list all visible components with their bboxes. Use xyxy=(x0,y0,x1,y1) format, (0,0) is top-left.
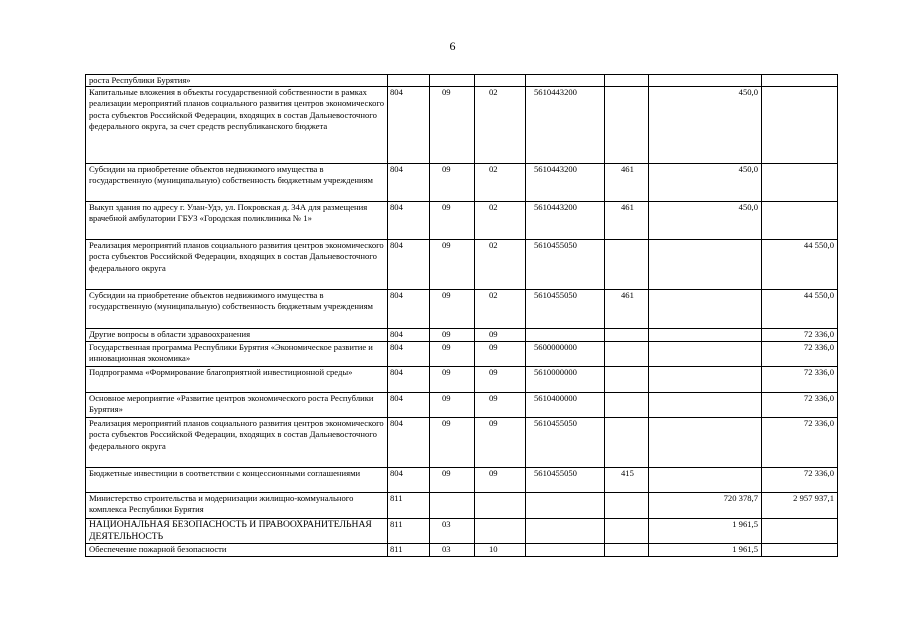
ministry-code-cell: 804 xyxy=(388,164,430,202)
row-name-cell: Основное мероприятие «Развитие центров экономического роста Республики Бурятия» xyxy=(86,393,388,418)
expense-kind-cell xyxy=(605,87,649,164)
subsection-code-cell: 09 xyxy=(475,367,526,393)
table-row xyxy=(86,342,838,367)
target-article-cell: 5600000000 xyxy=(526,342,605,367)
ministry-code-cell: 804 xyxy=(388,367,430,393)
target-article-cell: 5610000000 xyxy=(526,367,605,393)
expense-kind-cell xyxy=(605,519,649,544)
amount-cell-1 xyxy=(649,367,762,393)
section-code-cell: 03 xyxy=(430,519,475,544)
target-article-cell: 5610455050 xyxy=(526,240,605,290)
subsection-code-cell xyxy=(475,493,526,519)
subsection-code-cell: 09 xyxy=(475,342,526,367)
section-code-cell: 09 xyxy=(430,342,475,367)
table-row xyxy=(86,367,838,393)
target-article-cell: 5610443200 xyxy=(526,164,605,202)
row-name-cell: Бюджетные инвестиции в соответствии с концессионными соглашениями xyxy=(86,468,388,493)
amount-cell-1: 450,0 xyxy=(649,202,762,240)
amount-cell-2 xyxy=(762,544,838,557)
ministry-code-cell xyxy=(388,75,430,87)
target-article-cell: 5610455050 xyxy=(526,418,605,468)
amount-cell-2 xyxy=(762,202,838,240)
amount-cell-1: 1 961,5 xyxy=(649,544,762,557)
subsection-code-cell xyxy=(475,519,526,544)
amount-cell-1: 450,0 xyxy=(649,87,762,164)
section-code-cell: 09 xyxy=(430,290,475,329)
section-code-cell xyxy=(430,493,475,519)
expense-kind-cell xyxy=(605,493,649,519)
expense-kind-cell xyxy=(605,393,649,418)
amount-cell-1 xyxy=(649,342,762,367)
expense-kind-cell xyxy=(605,75,649,87)
expense-kind-cell xyxy=(605,367,649,393)
amount-cell-2 xyxy=(762,519,838,544)
expense-kind-cell xyxy=(605,329,649,342)
table-row xyxy=(86,202,838,240)
ministry-code-cell: 804 xyxy=(388,290,430,329)
target-article-cell: 5610455050 xyxy=(526,290,605,329)
amount-cell-1 xyxy=(649,418,762,468)
amount-cell-2: 72 336,0 xyxy=(762,418,838,468)
amount-cell-2: 44 550,0 xyxy=(762,290,838,329)
subsection-code-cell: 10 xyxy=(475,544,526,557)
subsection-code-cell: 02 xyxy=(475,87,526,164)
amount-cell-1: 720 378,7 xyxy=(649,493,762,519)
table-row xyxy=(86,87,838,164)
budget-table xyxy=(85,74,838,557)
section-code-cell: 09 xyxy=(430,329,475,342)
expense-kind-cell: 461 xyxy=(605,202,649,240)
table-row xyxy=(86,519,838,544)
amount-cell-1: 450,0 xyxy=(649,164,762,202)
row-name-cell: Субсидии на приобретение объектов недвижимого имущества в государственную (муниципальную) собственность бюджетным учреждениям xyxy=(86,164,388,202)
section-code-cell: 09 xyxy=(430,393,475,418)
target-article-cell: 5610400000 xyxy=(526,393,605,418)
table-row xyxy=(86,75,838,87)
subsection-code-cell: 09 xyxy=(475,329,526,342)
ministry-code-cell: 804 xyxy=(388,418,430,468)
target-article-cell xyxy=(526,493,605,519)
amount-cell-2: 72 336,0 xyxy=(762,329,838,342)
section-code-cell xyxy=(430,75,475,87)
table-row xyxy=(86,418,838,468)
ministry-code-cell: 804 xyxy=(388,468,430,493)
section-code-cell: 09 xyxy=(430,367,475,393)
ministry-code-cell: 804 xyxy=(388,87,430,164)
ministry-code-cell: 804 xyxy=(388,342,430,367)
ministry-code-cell: 804 xyxy=(388,393,430,418)
section-code-cell: 03 xyxy=(430,544,475,557)
amount-cell-1 xyxy=(649,393,762,418)
table-row xyxy=(86,290,838,329)
budget-table-body xyxy=(86,75,838,557)
amount-cell-1 xyxy=(649,329,762,342)
ministry-code-cell: 811 xyxy=(388,519,430,544)
page-number: 6 xyxy=(449,39,456,53)
ministry-code-cell: 804 xyxy=(388,202,430,240)
ministry-code-cell: 811 xyxy=(388,544,430,557)
section-code-cell: 09 xyxy=(430,418,475,468)
table-row xyxy=(86,544,838,557)
target-article-cell: 5610443200 xyxy=(526,87,605,164)
subsection-code-cell: 09 xyxy=(475,468,526,493)
expense-kind-cell: 415 xyxy=(605,468,649,493)
target-article-cell xyxy=(526,75,605,87)
amount-cell-2 xyxy=(762,75,838,87)
row-name-cell: Обеспечение пожарной безопасности xyxy=(86,544,388,557)
row-name-cell: НАЦИОНАЛЬНАЯ БЕЗОПАСНОСТЬ И ПРАВООХРАНИТЕЛЬНАЯ ДЕЯТЕЛЬНОСТЬ xyxy=(86,519,388,544)
ministry-code-cell: 804 xyxy=(388,329,430,342)
row-name-cell: Реализация мероприятий планов социального развития центров экономического роста субъектов Российской Федерации, входящих в состав Дальневосточного федерального округа xyxy=(86,240,388,290)
target-article-cell xyxy=(526,544,605,557)
row-name-cell: Министерство строительства и модернизации жилищно-коммунального комплекса Республики Бурятия xyxy=(86,493,388,519)
section-code-cell: 09 xyxy=(430,202,475,240)
amount-cell-1 xyxy=(649,290,762,329)
amount-cell-2: 72 336,0 xyxy=(762,393,838,418)
row-name-cell: Реализация мероприятий планов социального развития центров экономического роста субъектов Российской Федерации, входящих в состав Дальневосточного федерального округа xyxy=(86,418,388,468)
target-article-cell: 5610443200 xyxy=(526,202,605,240)
section-code-cell: 09 xyxy=(430,468,475,493)
row-name-cell: роста Республики Бурятия» xyxy=(86,75,388,87)
subsection-code-cell xyxy=(475,75,526,87)
section-code-cell: 09 xyxy=(430,87,475,164)
subsection-code-cell: 02 xyxy=(475,240,526,290)
row-name-cell: Выкуп здания по адресу г. Улан-Удэ, ул. Покровская д. 34А для размещения врачебной амбулатории ГБУЗ «Городская поликлиника № 1» xyxy=(86,202,388,240)
subsection-code-cell: 02 xyxy=(475,202,526,240)
target-article-cell: 5610455050 xyxy=(526,468,605,493)
expense-kind-cell xyxy=(605,544,649,557)
amount-cell-2: 72 336,0 xyxy=(762,468,838,493)
row-name-cell: Капитальные вложения в объекты государственной собственности в рамках реализации мероприятий планов социального развития центров экономического роста субъектов Российской Федерации, входящих в состав Дальневосточного федерального округа, за счет средств республиканского бюджета xyxy=(86,87,388,164)
table-row xyxy=(86,240,838,290)
row-name-cell: Государственная программа Республики Бурятия «Экономическое развитие и инновационная экономика» xyxy=(86,342,388,367)
target-article-cell xyxy=(526,519,605,544)
amount-cell-2: 2 957 937,1 xyxy=(762,493,838,519)
amount-cell-1 xyxy=(649,468,762,493)
subsection-code-cell: 09 xyxy=(475,393,526,418)
amount-cell-2: 44 550,0 xyxy=(762,240,838,290)
subsection-code-cell: 02 xyxy=(475,164,526,202)
table-row xyxy=(86,164,838,202)
table-row xyxy=(86,329,838,342)
amount-cell-2 xyxy=(762,87,838,164)
amount-cell-1 xyxy=(649,240,762,290)
section-code-cell: 09 xyxy=(430,164,475,202)
ministry-code-cell: 811 xyxy=(388,493,430,519)
ministry-code-cell: 804 xyxy=(388,240,430,290)
table-row xyxy=(86,493,838,519)
row-name-cell: Другие вопросы в области здравоохранения xyxy=(86,329,388,342)
amount-cell-2: 72 336,0 xyxy=(762,367,838,393)
section-code-cell: 09 xyxy=(430,240,475,290)
subsection-code-cell: 09 xyxy=(475,418,526,468)
expense-kind-cell: 461 xyxy=(605,290,649,329)
expense-kind-cell xyxy=(605,418,649,468)
amount-cell-2 xyxy=(762,164,838,202)
expense-kind-cell: 461 xyxy=(605,164,649,202)
table-row xyxy=(86,468,838,493)
row-name-cell: Подпрограмма «Формирование благоприятной инвестиционной среды» xyxy=(86,367,388,393)
expense-kind-cell xyxy=(605,342,649,367)
target-article-cell xyxy=(526,329,605,342)
subsection-code-cell: 02 xyxy=(475,290,526,329)
table-row xyxy=(86,393,838,418)
row-name-cell: Субсидии на приобретение объектов недвижимого имущества в государственную (муниципальную) собственность бюджетным учреждениям xyxy=(86,290,388,329)
expense-kind-cell xyxy=(605,240,649,290)
amount-cell-1: 1 961,5 xyxy=(649,519,762,544)
amount-cell-2: 72 336,0 xyxy=(762,342,838,367)
amount-cell-1 xyxy=(649,75,762,87)
